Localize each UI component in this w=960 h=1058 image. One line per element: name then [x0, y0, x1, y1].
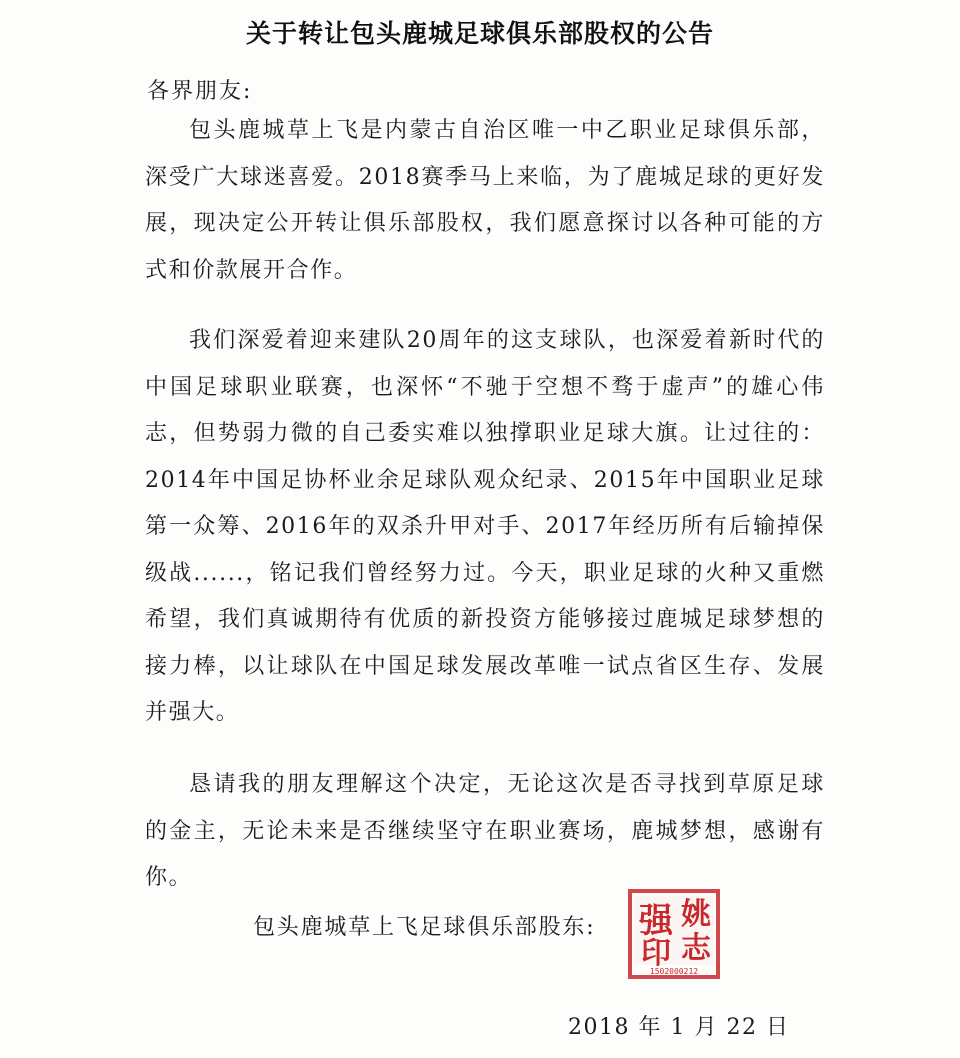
signatory: 包头鹿城草上飞足球俱乐部股东: [253, 915, 596, 940]
seal-char-3: 志 [681, 931, 711, 966]
document-date: 2018 年 1 月 22 日 [568, 1015, 790, 1040]
document-title: 关于转让包头鹿城足球俱乐部股权的公告 [245, 19, 714, 48]
greeting: 各界朋友: [147, 79, 253, 104]
seal-char-4: 印 [641, 936, 671, 971]
paragraph-3: 恳请我的朋友理解这个决定，无论这次是否寻找到草原足球的金主，无论未来是否继续坚守在职业赛场，鹿城梦想，感谢有你。 [145, 772, 825, 890]
seal-char-1: 姚 [681, 897, 711, 932]
seal-stamp-graphic [626, 888, 722, 980]
paragraph-2: 我们深爱着迎来建队20周年的这支球队，也深爱着新时代的中国足球职业联赛，也深怀“不驰于空想不骛于虚声”的雄心伟志，但势弱力微的自己委实难以独撑职业足球大旗。让过往的：2014年中国足协杯业余足球队观众纪录、2015年中国职业足球第一众筹、2016年的双杀升甲对手、2017年经历所有后输掉保级战......，铭记我们曾经努力过。今天，职业足球的火种又重燃希望，我们真诚期待有优质的新投资方能够接过鹿城足球梦想的接力棒，以让球队在中国足球发展改革唯一试点省区生存、发展并强大。 [145, 328, 825, 725]
seal-char-2: 强 [639, 901, 673, 941]
seal-number: 1502000212 [649, 967, 699, 976]
seal-stamp [626, 888, 722, 980]
paragraph-1: 包头鹿城草上飞是内蒙古自治区唯一中乙职业足球俱乐部，深受广大球迷喜爱。2018赛季马上来临，为了鹿城足球的更好发展，现决定公开转让俱乐部股权，我们愿意探讨以各种可能的方式和价款展开合作。 [145, 118, 825, 283]
